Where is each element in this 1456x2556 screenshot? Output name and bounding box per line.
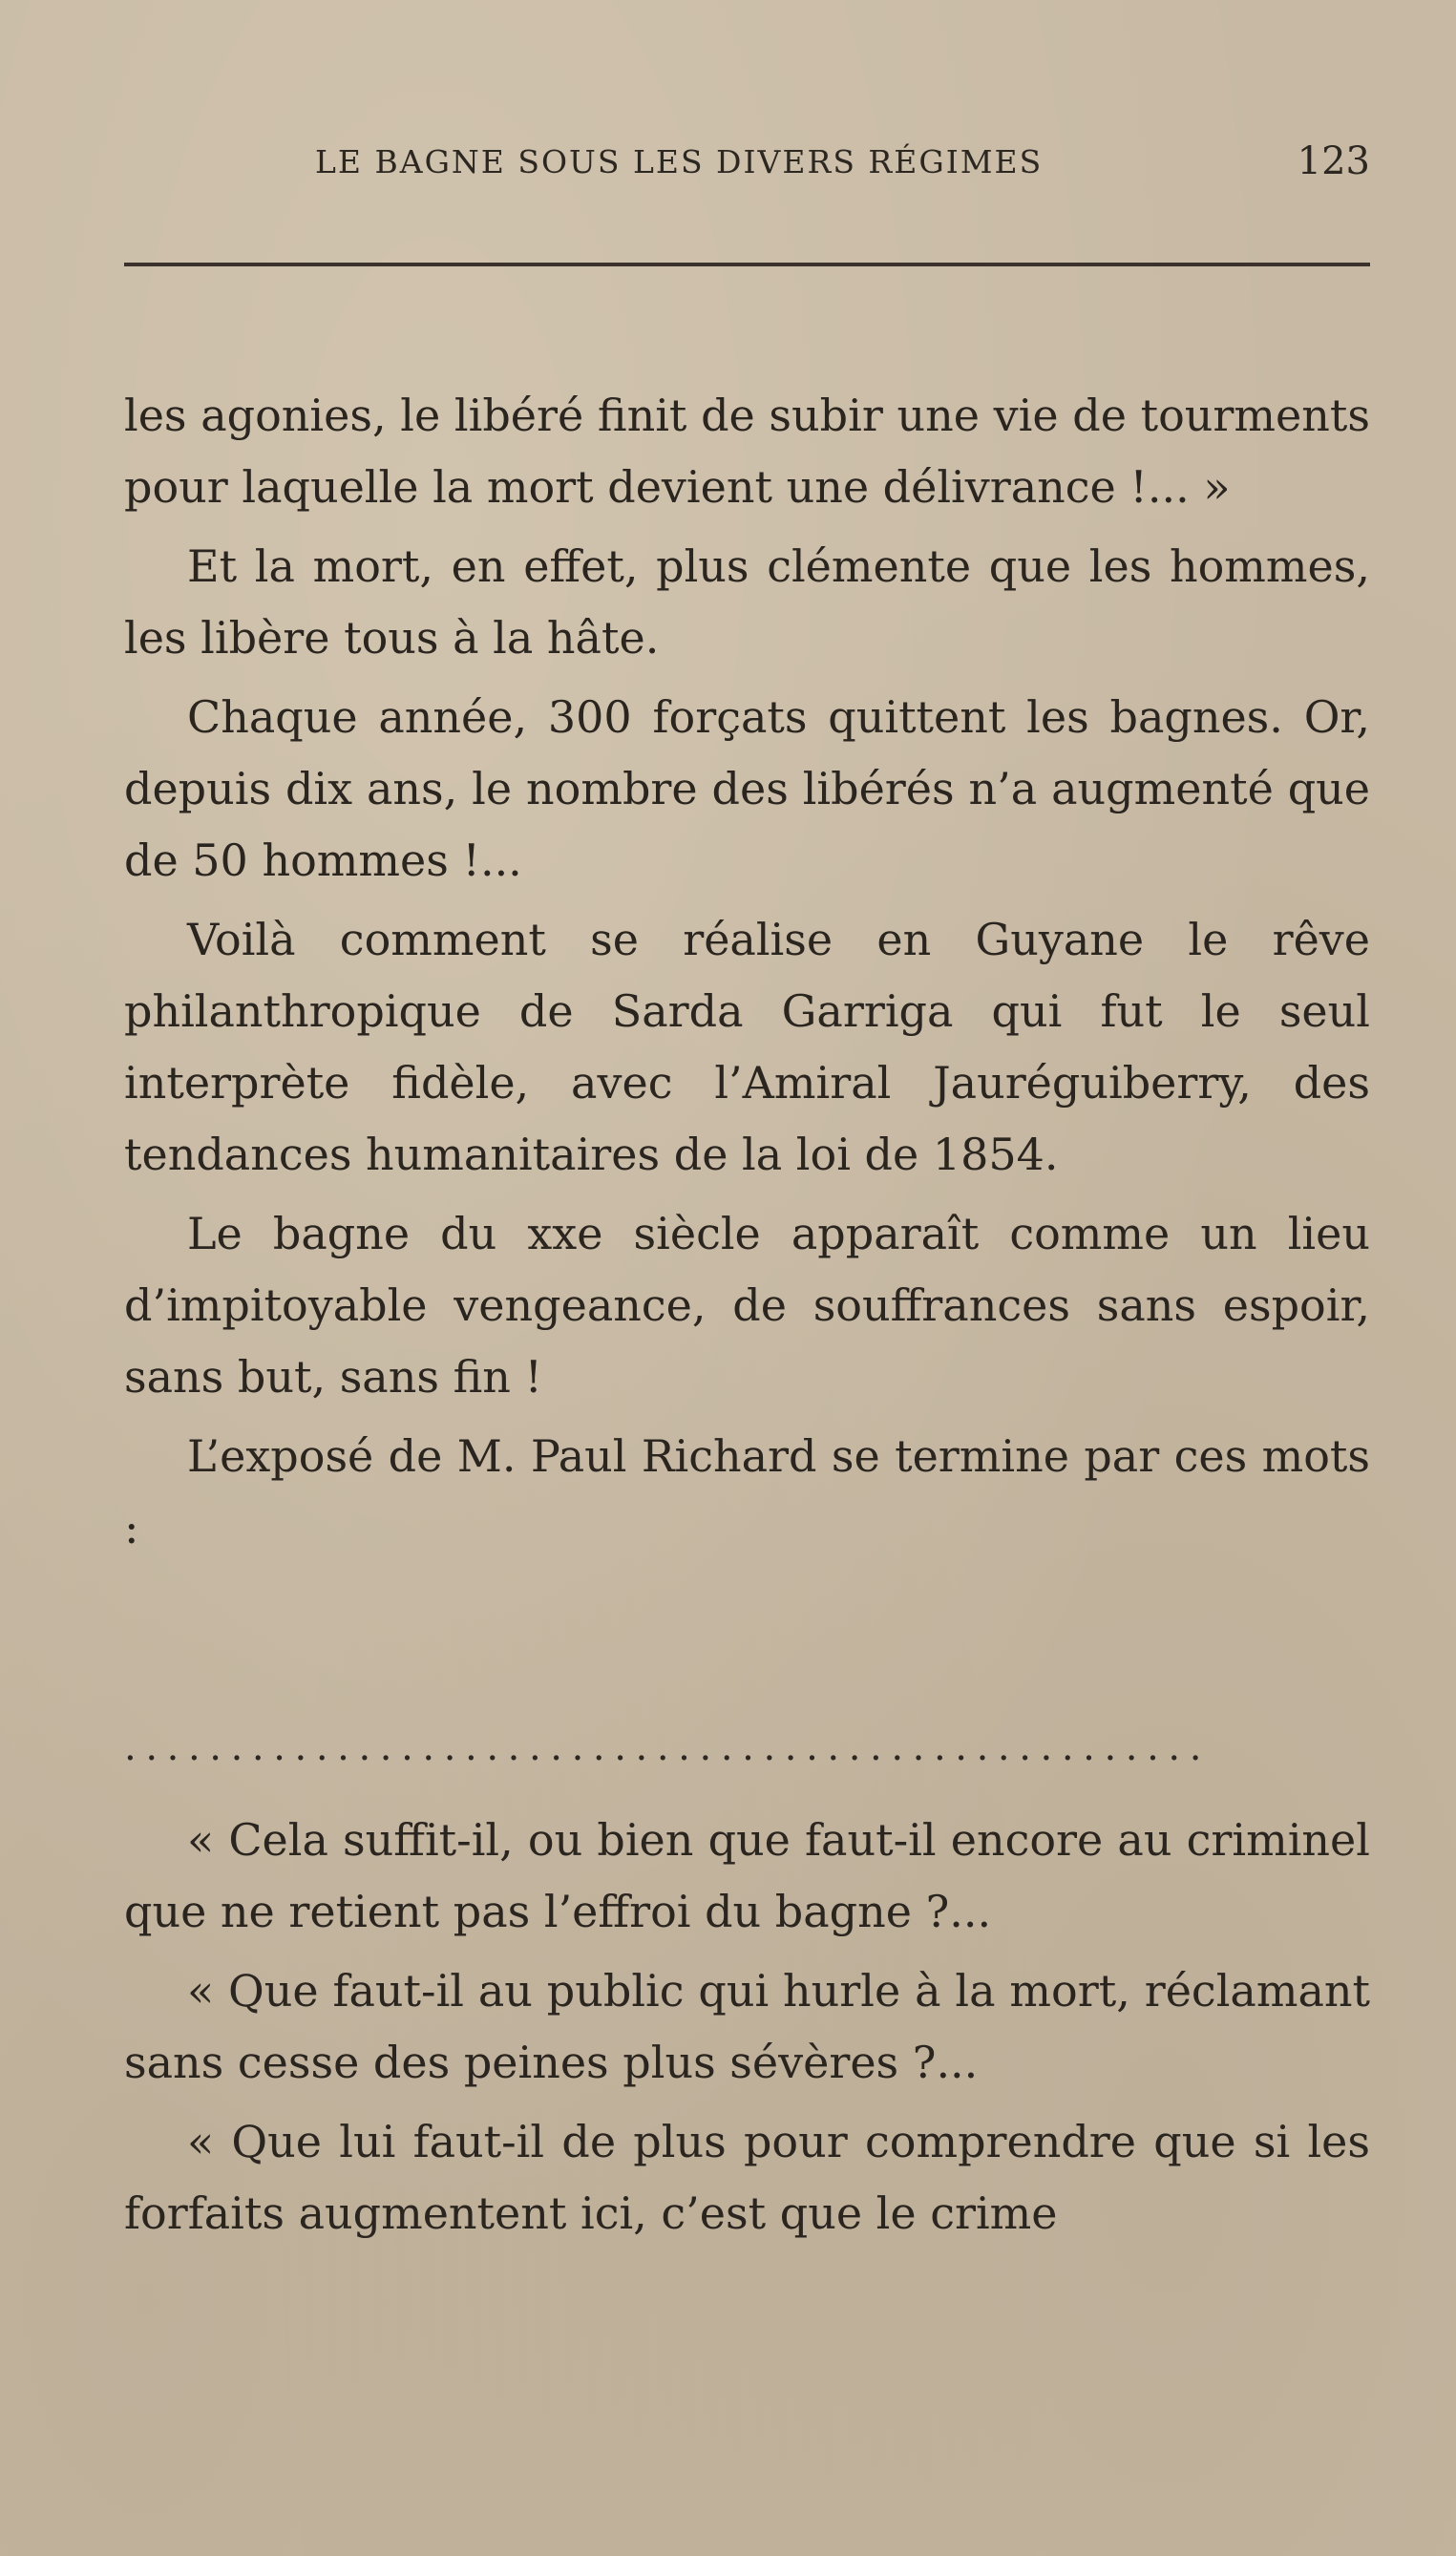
quote-paragraph: « Que lui faut-il de plus pour comprendre que si les forfaits augmentent ici, c’est que le crime [124,2116,1370,2239]
quote-paragraph: « Que faut-il au public qui hurle à la mort, réclamant sans cesse des peines plus sévères ?... [124,1965,1370,2088]
paragraph: les agonies, le libéré finit de subir une vie de tourments pour laquelle la mort devient une délivrance !... » [124,390,1370,513]
paragraph: L’exposé de M. Paul Richard se termine par ces mots : [124,1430,1370,1553]
page-number: 123 [1297,139,1370,183]
quoted-text [124,1805,1370,2257]
ellipsis-line: ................................................... [124,1728,1212,1766]
running-title: LE BAGNE SOUS LES DIVERS RÉGIMES [315,143,1044,180]
body-text [124,380,1370,1564]
running-head [124,139,1370,191]
paragraph: Le bagne du xxe siècle apparaît comme un lieu d’impitoyable vengeance, de souffrances sans espoir, sans but, sans fin ! [124,1208,1370,1403]
paragraph: Et la mort, en effet, plus clémente que les hommes, les libère tous à la hâte. [124,540,1370,664]
paragraph: Chaque année, 300 forçats quittent les bagnes. Or, depuis dix ans, le nombre des libérés n’a augmenté que de 50 hommes !... [124,691,1370,886]
header-rule [124,263,1370,266]
quote-paragraph: « Cela suffit-il, ou bien que faut-il encore au criminel que ne retient pas l’effroi du bagne ?... [124,1814,1370,1937]
paragraph: Voilà comment se réalise en Guyane le rêve philanthropique de Sarda Garriga qui fut le seul interprète fidèle, avec l’Amiral Jauréguiberry, des tendances humanitaires de la loi de 1854. [124,914,1370,1180]
